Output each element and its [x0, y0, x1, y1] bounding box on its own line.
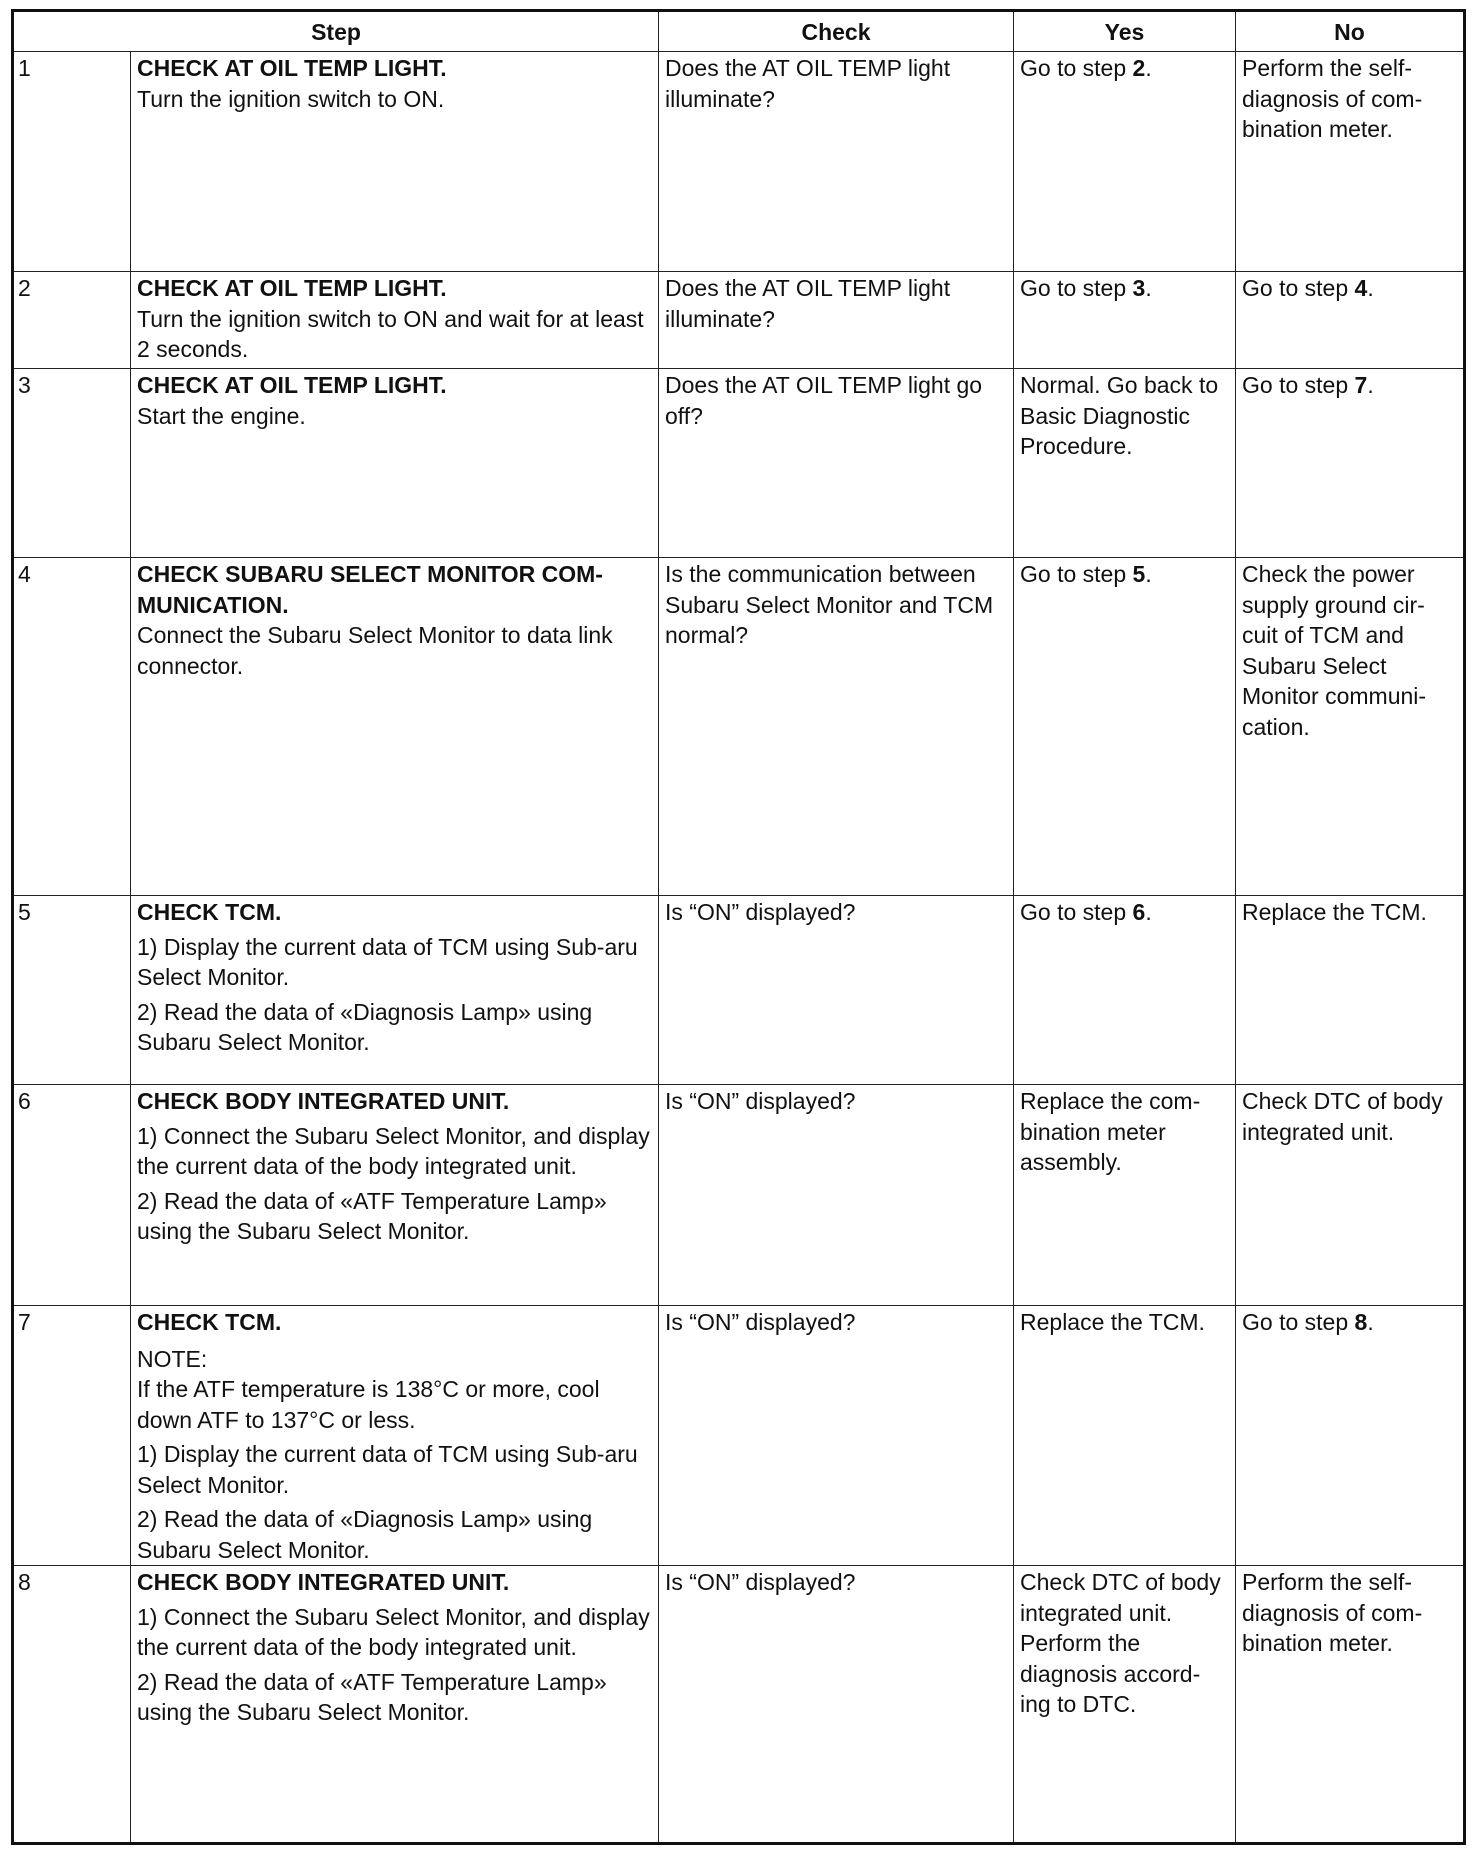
no-action: Replace the TCM.	[1236, 896, 1465, 1085]
yes-action: Normal. Go back to Basic Diagnostic Procedure.	[1014, 369, 1236, 558]
step-instruction: 1) Display the current data of TCM using Sub-aru Select Monitor.	[137, 1441, 638, 1498]
step-reference: 4	[1354, 275, 1368, 301]
step-instruction: Connect the Subaru Select Monitor to data link connector.	[137, 622, 613, 679]
header-step: Step	[13, 11, 659, 52]
step-instruction: 2) Read the data of «ATF Temperature Lamp» using the Subaru Select Monitor.	[137, 1187, 607, 1244]
step-title: CHECK TCM.	[137, 1309, 282, 1335]
step-number: 3	[13, 369, 131, 558]
diagnostic-table	[11, 9, 1466, 1845]
no-action: Perform the self-diagnosis of com-bination meter.	[1236, 52, 1465, 272]
table-row	[13, 1566, 1465, 1844]
header-yes: Yes	[1014, 11, 1236, 52]
step-description	[131, 896, 659, 1085]
step-title: CHECK AT OIL TEMP LIGHT.	[137, 275, 447, 301]
step-instruction: Start the engine.	[137, 402, 306, 429]
header-no: No	[1236, 11, 1465, 52]
yes-action: Go to step 6.	[1014, 896, 1236, 1085]
step-title: CHECK TCM.	[137, 899, 282, 925]
step-instruction: 2) Read the data of «ATF Temperature Lamp» using the Subaru Select Monitor.	[137, 1668, 607, 1725]
step-description	[131, 1306, 659, 1566]
table-row	[13, 558, 1465, 896]
header-check: Check	[659, 11, 1014, 52]
check-question: Does the AT OIL TEMP light go off?	[659, 369, 1014, 558]
step-instruction: Turn the ignition switch to ON and wait for at least 2 seconds.	[137, 305, 644, 362]
check-question: Is the communication between Subaru Select Monitor and TCM normal?	[659, 558, 1014, 896]
no-action: Go to step 8.	[1236, 1306, 1465, 1566]
yes-action: Go to step 3.	[1014, 272, 1236, 369]
step-reference: 8	[1354, 1309, 1368, 1335]
table-row	[13, 369, 1465, 558]
step-title: CHECK AT OIL TEMP LIGHT.	[137, 55, 447, 81]
table-header-row	[13, 11, 1465, 52]
note-label: NOTE:	[137, 1345, 208, 1372]
note-text: If the ATF temperature is 138°C or more, cool down ATF to 137°C or less.	[137, 1376, 600, 1433]
no-action: Check DTC of body integrated unit.	[1236, 1085, 1465, 1306]
step-reference: 7	[1354, 372, 1368, 398]
step-reference: 3	[1132, 275, 1146, 301]
check-question: Is “ON” displayed?	[659, 1085, 1014, 1306]
step-description	[131, 1085, 659, 1306]
step-title: CHECK BODY INTEGRATED UNIT.	[137, 1088, 510, 1114]
step-number: 5	[13, 896, 131, 1085]
step-title: CHECK AT OIL TEMP LIGHT.	[137, 372, 447, 398]
yes-action: Replace the com-bination meter assembly.	[1014, 1085, 1236, 1306]
step-description	[131, 369, 659, 558]
step-number: 7	[13, 1306, 131, 1566]
no-action: Go to step 4.	[1236, 272, 1465, 369]
step-description	[131, 272, 659, 369]
table-row	[13, 1085, 1465, 1306]
step-number: 1	[13, 52, 131, 272]
step-instruction: 2) Read the data of «Diagnosis Lamp» using Subaru Select Monitor.	[137, 998, 593, 1055]
step-instruction: 1) Display the current data of TCM using Sub-aru Select Monitor.	[137, 933, 638, 990]
yes-action: Replace the TCM.	[1014, 1306, 1236, 1566]
no-action: Go to step 7.	[1236, 369, 1465, 558]
check-question: Is “ON” displayed?	[659, 896, 1014, 1085]
step-description	[131, 52, 659, 272]
yes-action: Go to step 2.	[1014, 52, 1236, 272]
check-question: Is “ON” displayed?	[659, 1566, 1014, 1844]
table-row	[13, 896, 1465, 1085]
step-number: 4	[13, 558, 131, 896]
step-reference: 2	[1132, 55, 1146, 81]
step-title: CHECK SUBARU SELECT MONITOR COM-MUNICATION.	[137, 561, 603, 618]
check-question: Does the AT OIL TEMP light illuminate?	[659, 272, 1014, 369]
step-instruction: 2) Read the data of «Diagnosis Lamp» using Subaru Select Monitor.	[137, 1506, 593, 1563]
no-action: Check the power supply ground cir-cuit of TCM and Subaru Select Monitor communi-cation.	[1236, 558, 1465, 896]
yes-action: Check DTC of body integrated unit. Perform the diagnosis accord-ing to DTC.	[1014, 1566, 1236, 1844]
step-instruction: 1) Connect the Subaru Select Monitor, and display the current data of the body integrated unit.	[137, 1122, 650, 1179]
table-row	[13, 272, 1465, 369]
step-number: 2	[13, 272, 131, 369]
step-instruction: Turn the ignition switch to ON.	[137, 85, 445, 112]
no-action: Perform the self-diagnosis of com-bination meter.	[1236, 1566, 1465, 1844]
check-question: Is “ON” displayed?	[659, 1306, 1014, 1566]
step-reference: 5	[1132, 561, 1146, 587]
step-description	[131, 1566, 659, 1844]
step-number: 6	[13, 1085, 131, 1306]
check-question: Does the AT OIL TEMP light illuminate?	[659, 52, 1014, 272]
yes-action: Go to step 5.	[1014, 558, 1236, 896]
step-title: CHECK BODY INTEGRATED UNIT.	[137, 1569, 510, 1595]
step-description	[131, 558, 659, 896]
step-reference: 6	[1132, 899, 1146, 925]
table-row	[13, 52, 1465, 272]
step-instruction: 1) Connect the Subaru Select Monitor, and display the current data of the body integrated unit.	[137, 1603, 650, 1660]
step-number: 8	[13, 1566, 131, 1844]
table-row	[13, 1306, 1465, 1566]
